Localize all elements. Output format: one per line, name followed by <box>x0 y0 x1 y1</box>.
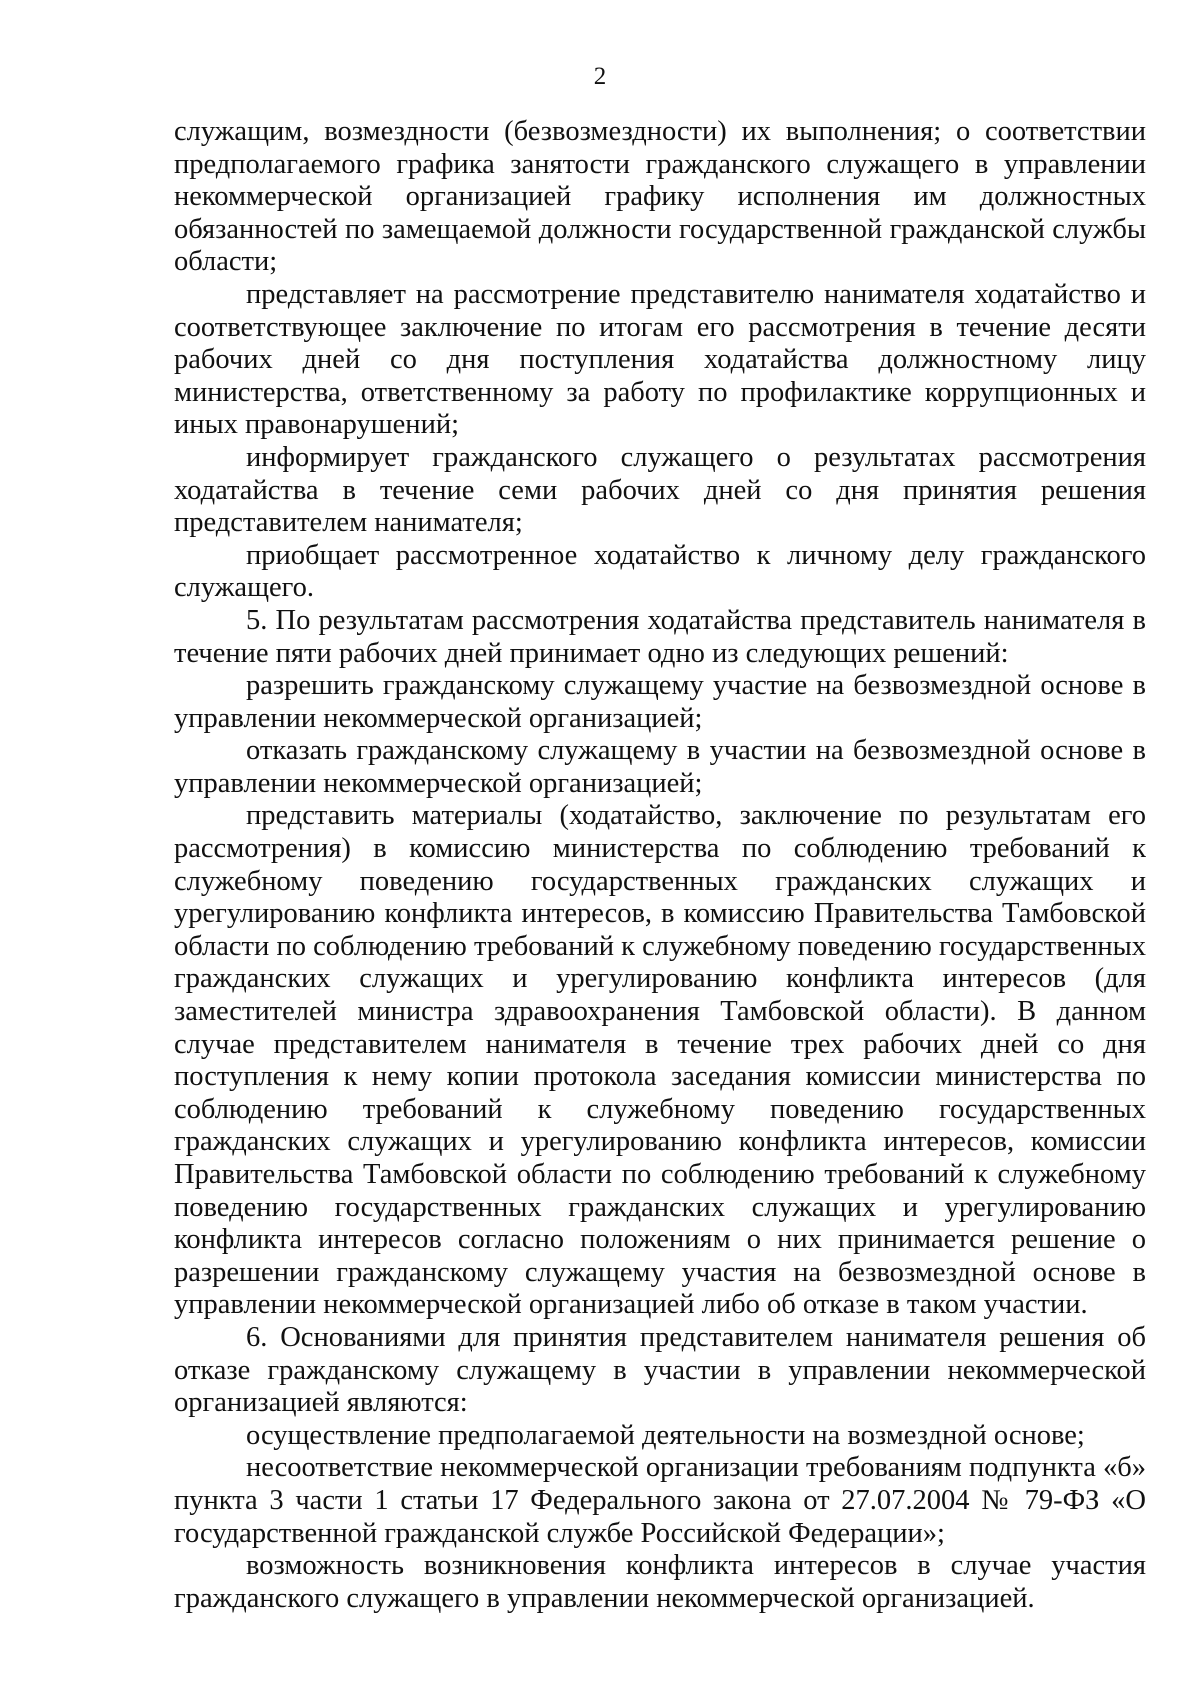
paragraph: служащим, возмездности (безвозмездности) их выполнения; о соответствии предполагаемого графика занятости гражданского служащего в управлении некоммерческой организацией графику исполнения им должностных обязанностей по замещаемой должности государственной гражданской службы области; <box>174 116 1146 278</box>
section-5-paragraph: 5. По результатам рассмотрения ходатайства представитель нанимателя в течение пяти рабочих дней принимает одно из следующих решений: <box>174 604 1146 669</box>
refusal-ground: осуществление предполагаемой деятельности на возмездной основе; <box>246 1419 1085 1451</box>
page-number: 2 <box>593 63 607 90</box>
decision-option: отказать гражданскому служащему в участии на безвозмездной основе в управлении некоммерческой организацией; <box>174 735 1146 799</box>
paragraph: приобщает рассмотренное ходатайство к личному делу гражданского служащего. <box>174 539 1146 604</box>
document-body <box>174 116 1146 1615</box>
refusal-ground: возможность возникновения конфликта интересов в случае участия гражданского служащего в управлении некоммерческой организацией. <box>174 1550 1146 1614</box>
paragraph: информирует гражданского служащего о результатах рассмотрения ходатайства в течение семи рабочих дней со дня принятия решения представителем нанимателя; <box>174 441 1146 539</box>
paragraph: представляет на рассмотрение представителю нанимателя ходатайство и соответствующее заключение по итогам его рассмотрения в течение десяти рабочих дней со дня поступления ходатайства должностному лицу министерства, ответственному за работу по профилактике коррупционных и иных правонарушений; <box>174 278 1146 441</box>
section-6-paragraph: 6. Основаниями для принятия представителем нанимателя решения об отказе гражданскому служащему в участии в управлении некоммерческой организацией являются: <box>174 1321 1146 1419</box>
refusal-ground: несоответствие некоммерческой организации требованиям подпункта «б» пункта 3 части 1 статьи 17 Федерального закона от 27.07.2004 № 79-ФЗ «О государственной гражданской службе Российской Федерации»; <box>174 1452 1146 1549</box>
decision-option: разрешить гражданскому служащему участие на безвозмездной основе в управлении некоммерческой организацией; <box>174 670 1146 734</box>
decision-option: представить материалы (ходатайство, заключение по результатам его рассмотрения) в комиссию министерства по соблюдению требований к служебному поведению государственных гражданских служащих и урегулированию конфликта интересов, в комиссию Правительства Тамбовской области по соблюдению требований к служебному поведению государственных гражданских служащих и урегулированию конфликта интересов (для заместителей министра здравоохранения Тамбовской области). В данном случае представителем нанимателя в течение трех рабочих дней со дня поступления к нему копии протокола заседания комиссии министерства по соблюдению требований к служебному поведению государственных гражданских служащих и урегулированию конфликта интересов, комиссии Правительства Тамбовской области по соблюдению требований к служебному поведению государственных гражданских служащих и урегулированию конфликта интересов согласно положениям о них принимается решение о разрешении гражданскому служащему участия на безвозмездной основе в управлении некоммерческой организацией либо об отказе в таком участии. <box>174 800 1146 1321</box>
